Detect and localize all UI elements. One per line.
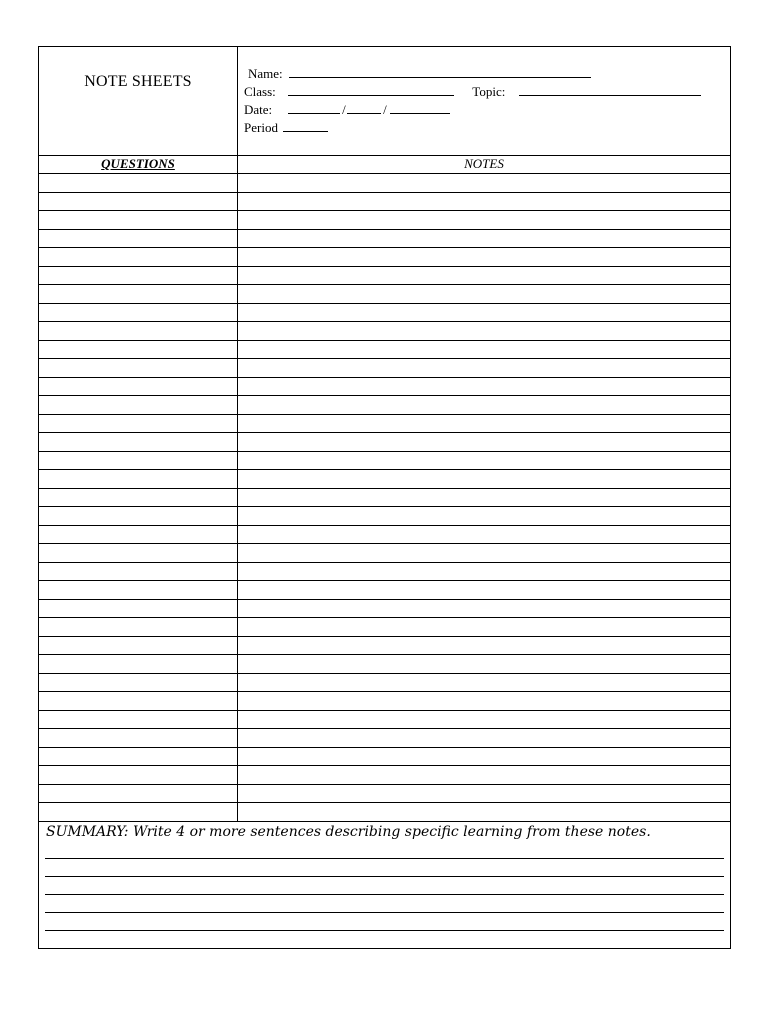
question-cell[interactable]	[39, 748, 238, 766]
period-blank[interactable]	[283, 120, 328, 132]
notes-cell[interactable]	[238, 618, 730, 636]
question-cell[interactable]	[39, 304, 238, 322]
notes-cell[interactable]	[238, 193, 730, 211]
question-cell[interactable]	[39, 285, 238, 303]
notes-cell[interactable]	[238, 803, 730, 822]
question-cell[interactable]	[39, 526, 238, 544]
question-cell[interactable]	[39, 581, 238, 599]
note-row	[39, 748, 730, 767]
notes-cell[interactable]	[238, 600, 730, 618]
question-cell[interactable]	[39, 248, 238, 266]
question-cell[interactable]	[39, 600, 238, 618]
note-row	[39, 248, 730, 267]
notes-cell[interactable]	[238, 415, 730, 433]
question-cell[interactable]	[39, 267, 238, 285]
notes-cell[interactable]	[238, 729, 730, 747]
note-row	[39, 322, 730, 341]
note-row	[39, 452, 730, 471]
question-cell[interactable]	[39, 618, 238, 636]
name-row	[248, 66, 591, 81]
question-cell[interactable]	[39, 470, 238, 488]
question-cell[interactable]	[39, 396, 238, 414]
note-row	[39, 359, 730, 378]
question-cell[interactable]	[39, 563, 238, 581]
note-row	[39, 563, 730, 582]
class-label: Class:	[244, 84, 276, 99]
question-cell[interactable]	[39, 766, 238, 784]
column-headers	[39, 155, 730, 174]
class-row	[244, 84, 701, 99]
notes-cell[interactable]	[238, 304, 730, 322]
question-cell[interactable]	[39, 174, 238, 192]
notes-cell[interactable]	[238, 711, 730, 729]
notes-cell[interactable]	[238, 396, 730, 414]
note-row	[39, 600, 730, 619]
note-row	[39, 433, 730, 452]
notes-cell[interactable]	[238, 470, 730, 488]
question-cell[interactable]	[39, 211, 238, 229]
period-row	[244, 120, 328, 135]
note-row	[39, 618, 730, 637]
question-cell[interactable]	[39, 193, 238, 211]
note-row	[39, 230, 730, 249]
notes-cell[interactable]	[238, 174, 730, 192]
notes-cell[interactable]	[238, 359, 730, 377]
note-row	[39, 470, 730, 489]
note-row	[39, 285, 730, 304]
question-cell[interactable]	[39, 359, 238, 377]
topic-blank[interactable]	[519, 84, 701, 96]
notes-header: NOTES	[464, 156, 504, 171]
date-month-blank[interactable]	[288, 102, 340, 114]
notes-cell[interactable]	[238, 581, 730, 599]
note-row	[39, 174, 730, 193]
summary-section	[39, 821, 730, 949]
note-row	[39, 267, 730, 286]
question-cell[interactable]	[39, 507, 238, 525]
notes-cell[interactable]	[238, 544, 730, 562]
notes-cell[interactable]	[238, 655, 730, 673]
notes-cell[interactable]	[238, 378, 730, 396]
student-info-fields	[238, 47, 730, 155]
question-cell[interactable]	[39, 785, 238, 803]
notes-cell[interactable]	[238, 766, 730, 784]
question-cell[interactable]	[39, 729, 238, 747]
notes-cell[interactable]	[238, 674, 730, 692]
note-row	[39, 544, 730, 563]
question-cell[interactable]	[39, 803, 238, 822]
question-cell[interactable]	[39, 341, 238, 359]
notes-cell[interactable]	[238, 563, 730, 581]
note-row	[39, 674, 730, 693]
date-label: Date:	[244, 102, 273, 117]
question-cell[interactable]	[39, 655, 238, 673]
notes-cell[interactable]	[238, 748, 730, 766]
notes-cell[interactable]	[238, 433, 730, 451]
date-year-blank[interactable]	[390, 102, 450, 114]
notes-cell[interactable]	[238, 285, 730, 303]
note-row	[39, 193, 730, 212]
notes-cell[interactable]	[238, 341, 730, 359]
question-cell[interactable]	[39, 674, 238, 692]
notes-cell[interactable]	[238, 637, 730, 655]
date-separator: /	[383, 102, 387, 117]
notes-cell[interactable]	[238, 785, 730, 803]
question-cell[interactable]	[39, 415, 238, 433]
name-blank[interactable]	[289, 66, 591, 78]
note-row	[39, 341, 730, 360]
notes-cell[interactable]	[238, 692, 730, 710]
question-cell[interactable]	[39, 489, 238, 507]
notes-cell[interactable]	[238, 211, 730, 229]
notes-cell[interactable]	[238, 322, 730, 340]
question-cell[interactable]	[39, 230, 238, 248]
note-row	[39, 803, 730, 822]
note-row	[39, 489, 730, 508]
summary-line[interactable]	[45, 930, 724, 931]
name-label: Name:	[248, 66, 283, 81]
summary-line[interactable]	[45, 894, 724, 895]
notes-cell[interactable]	[238, 526, 730, 544]
summary-line[interactable]	[45, 858, 724, 859]
note-row	[39, 711, 730, 730]
title-cell	[39, 47, 238, 155]
question-cell[interactable]	[39, 433, 238, 451]
note-row	[39, 378, 730, 397]
note-row	[39, 211, 730, 230]
date-row	[244, 102, 450, 117]
question-cell[interactable]	[39, 322, 238, 340]
sheet-header	[39, 47, 730, 156]
class-blank[interactable]	[288, 84, 454, 96]
question-cell[interactable]	[39, 711, 238, 729]
note-rows	[39, 174, 730, 822]
notes-cell[interactable]	[238, 267, 730, 285]
note-sheet	[38, 46, 731, 949]
notes-cell[interactable]	[238, 230, 730, 248]
note-row	[39, 507, 730, 526]
note-row	[39, 637, 730, 656]
note-row	[39, 581, 730, 600]
sheet-title: NOTE SHEETS	[84, 73, 192, 90]
notes-cell[interactable]	[238, 489, 730, 507]
note-row	[39, 526, 730, 545]
notes-cell[interactable]	[238, 507, 730, 525]
question-cell[interactable]	[39, 378, 238, 396]
note-row	[39, 655, 730, 674]
summary-line[interactable]	[45, 912, 724, 913]
summary-prompt: SUMMARY: Write 4 or more sentences describing specific learning from these notes.	[46, 824, 651, 840]
note-row	[39, 415, 730, 434]
date-day-blank[interactable]	[347, 102, 381, 114]
question-cell[interactable]	[39, 452, 238, 470]
question-cell[interactable]	[39, 637, 238, 655]
note-row	[39, 304, 730, 323]
notes-cell[interactable]	[238, 452, 730, 470]
question-cell[interactable]	[39, 692, 238, 710]
notes-cell[interactable]	[238, 248, 730, 266]
period-label: Period	[244, 120, 278, 135]
summary-line[interactable]	[45, 876, 724, 877]
questions-header: QUESTIONS	[39, 155, 238, 173]
note-row	[39, 396, 730, 415]
date-separator: /	[342, 102, 346, 117]
topic-label: Topic:	[472, 84, 506, 99]
note-row	[39, 785, 730, 804]
question-cell[interactable]	[39, 544, 238, 562]
note-row	[39, 729, 730, 748]
note-row	[39, 692, 730, 711]
note-row	[39, 766, 730, 785]
